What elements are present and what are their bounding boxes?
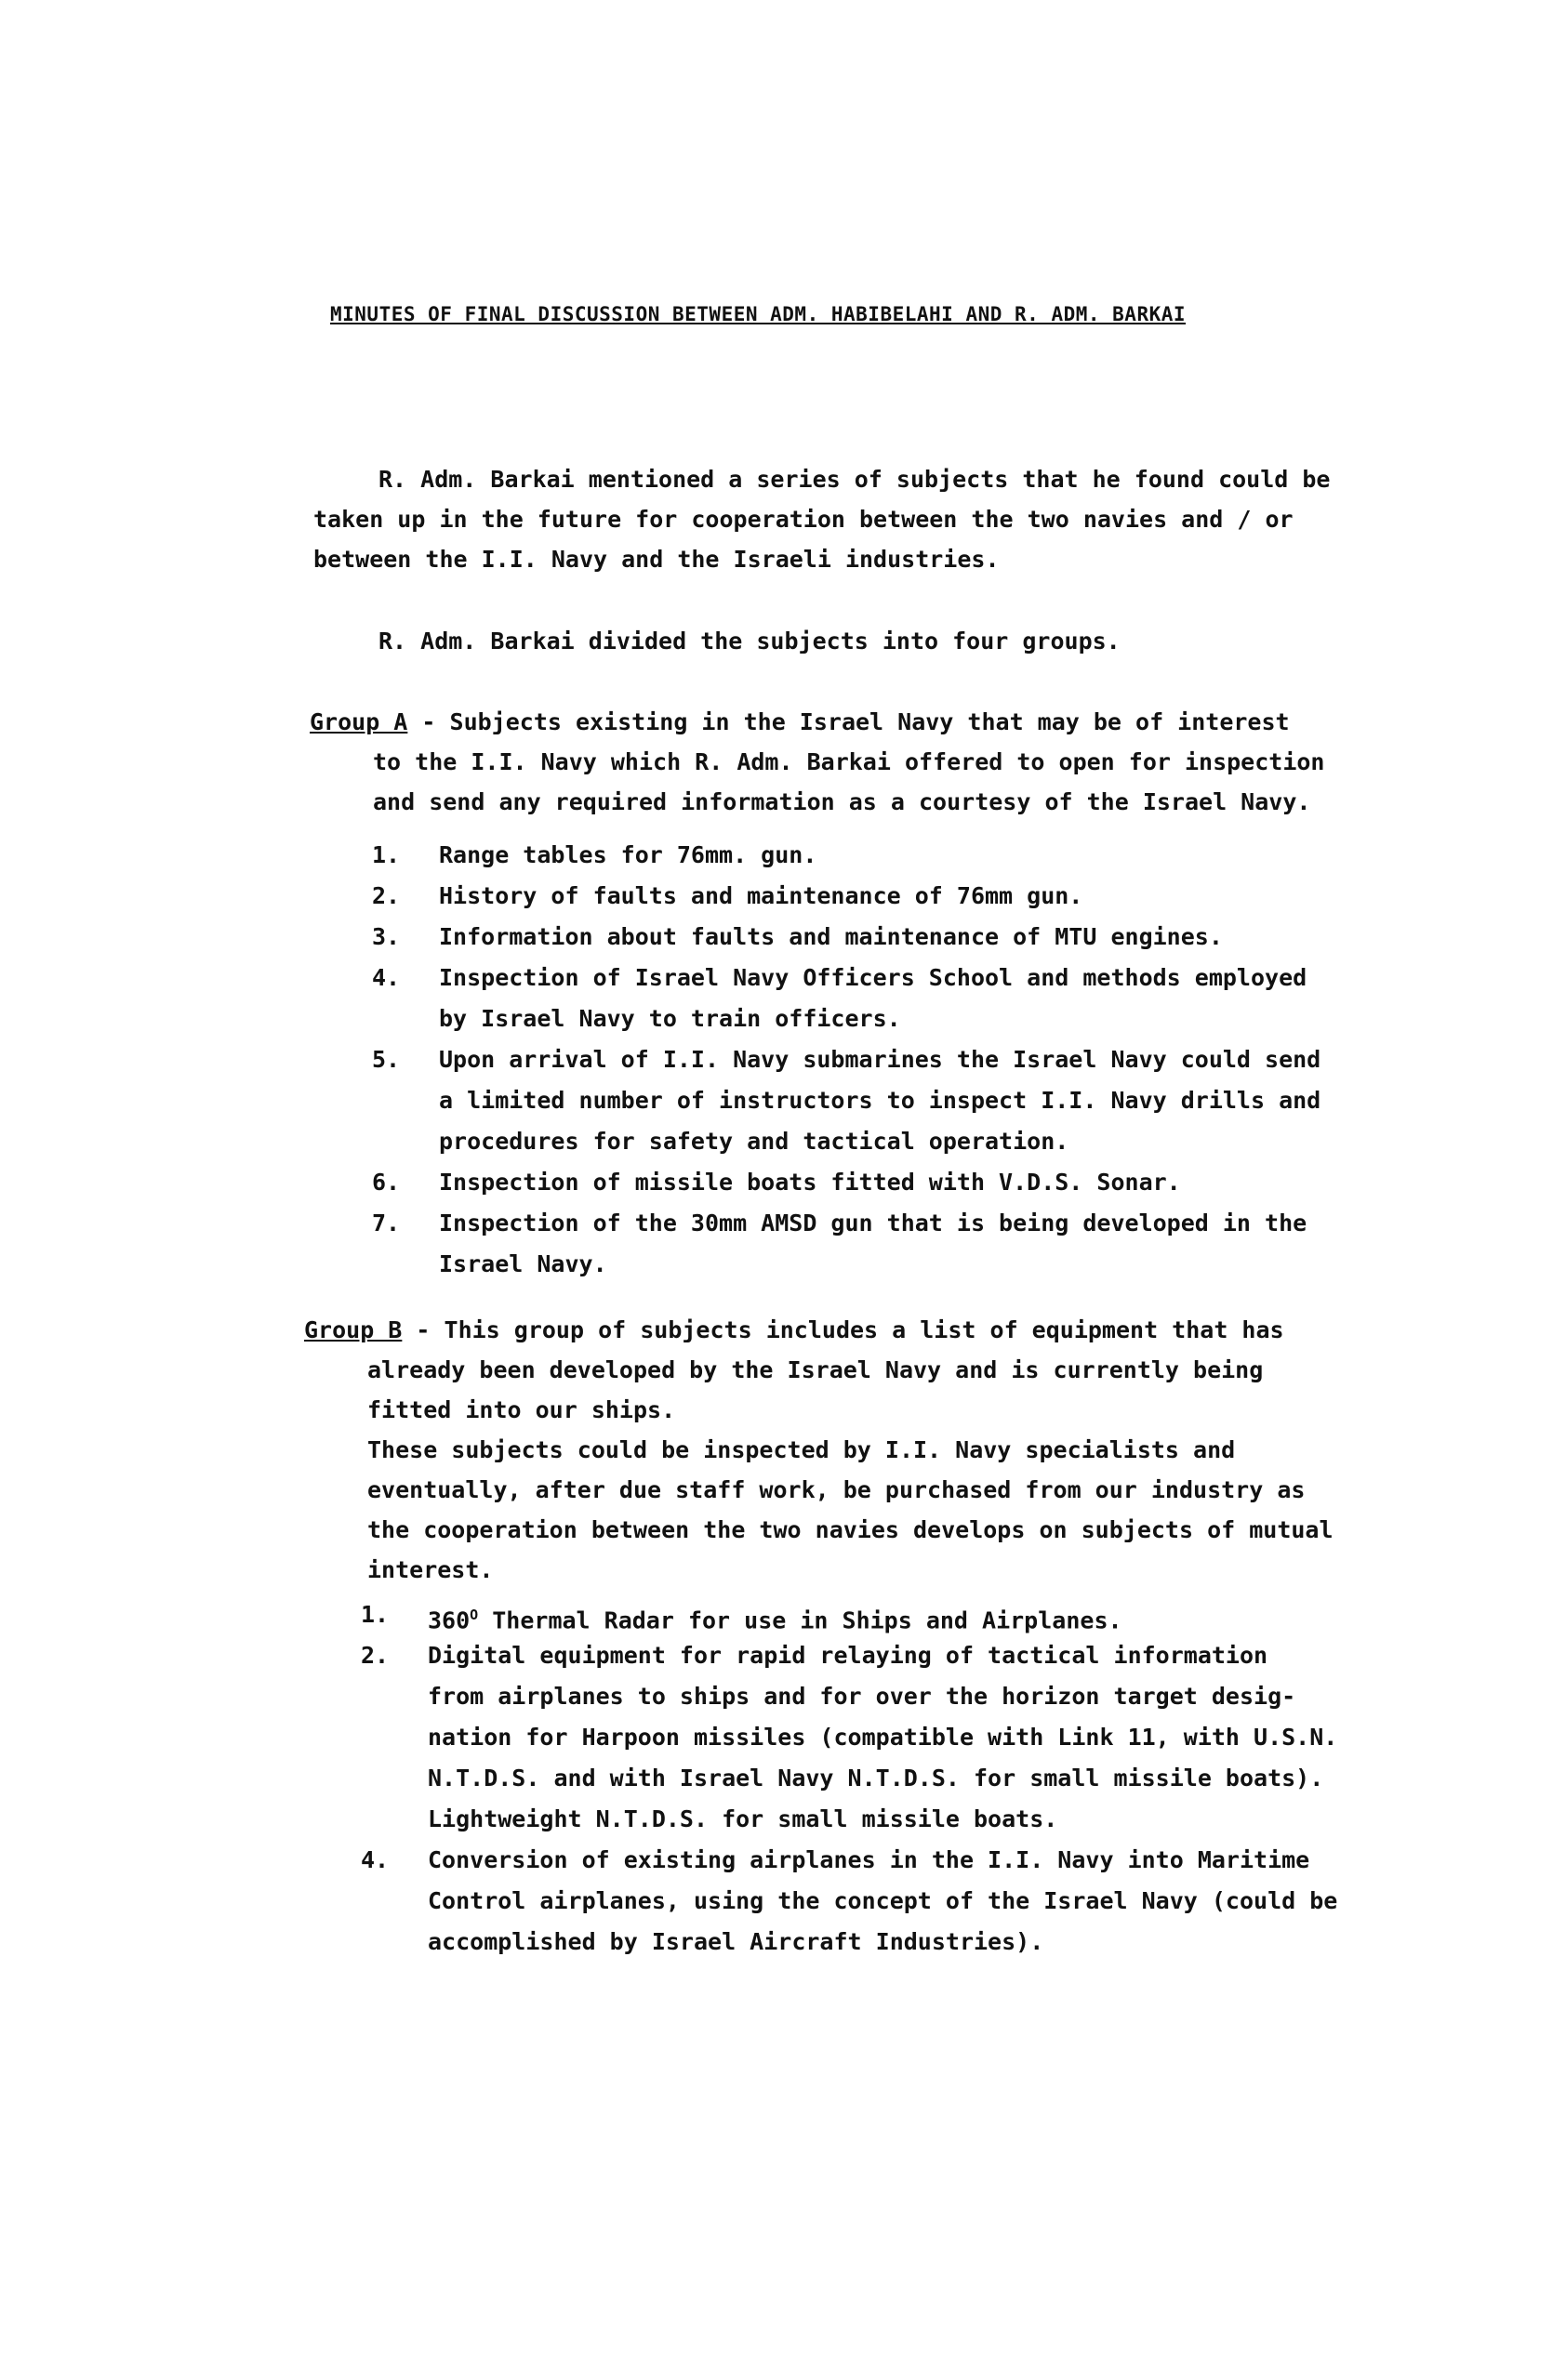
item-text: procedures for safety and tactical operation. [439,1128,1069,1155]
group-a-list [372,835,1320,1285]
group-b-cont-line: fitted into our ships. [367,1396,676,1423]
group-a-first-line: - Subjects existing in the Israel Navy that may be of interest [407,708,1290,735]
list-item [361,1840,1337,1963]
item-text: Information about faults and maintenance of MTU engines. [439,923,1223,950]
item-text: Range tables for 76mm. gun. [439,841,817,868]
item-number: 5. [372,1046,401,1073]
group-b-heading [304,1311,1334,1591]
list-item [361,1635,1337,1840]
item-text: from airplanes to ships and for over the horizon target desig- [428,1683,1296,1710]
item-number: 3. [372,923,401,950]
list-item [372,876,1320,917]
intro-paragraph [313,459,1331,579]
group-b-label: Group B [304,1316,403,1343]
group-a-cont-line: and send any required information as a courtesy of the Israel Navy. [373,788,1311,815]
list-item [372,835,1320,876]
item-text: Inspection of the 30mm AMSD gun that is being developed in the [439,1210,1307,1236]
group-a-heading [310,703,1325,823]
group-b-cont-line: already been developed by the Israel Navy and is currently being [367,1356,1264,1383]
intro-line: R. Adm. Barkai mentioned a series of subjects that he found could be [378,466,1331,493]
item-text: by Israel Navy to train officers. [439,1005,901,1032]
list-item [372,917,1320,958]
item-text: nation for Harpoon missiles (compatible with Link 11, with U.S.N. [428,1724,1338,1751]
group-b-first-line: - This group of subjects includes a list of equipment that has [402,1316,1284,1343]
item-text: Israel Navy. [439,1250,607,1277]
item-text [428,1594,1337,1635]
list-item [361,1594,1337,1635]
item-number: 1. [372,841,401,868]
item-text: Upon arrival of I.I. Navy submarines the Israel Navy could send [439,1046,1321,1073]
intro-line: taken up in the future for cooperation between the two navies and / or [313,506,1294,533]
group-b-list [361,1594,1337,1963]
item-text: Lightweight N.T.D.S. for small missile boats. [428,1805,1058,1832]
item-text: Control airplanes, using the concept of the Israel Navy (could be [428,1887,1338,1914]
item-number: 1. [361,1601,390,1628]
group-b-cont-line: the cooperation between the two navies develops on subjects of mutual [367,1516,1334,1543]
list-item [372,1203,1320,1285]
item-number: 4. [372,964,401,991]
item-text: a limited number of instructors to inspect I.I. Navy drills and [439,1087,1321,1114]
item-text: accomplished by Israel Aircraft Industries). [428,1928,1044,1955]
list-item [372,958,1320,1039]
degree-symbol: O [470,1606,479,1623]
radar-degree-value: 360 [428,1606,471,1634]
item-text: Inspection of missile boats fitted with V.D.S. Sonar. [439,1169,1181,1196]
item-number: 7. [372,1210,401,1236]
item-text: History of faults and maintenance of 76mm gun. [439,882,1083,909]
item-text: Inspection of Israel Navy Officers School and methods employed [439,964,1307,991]
item-number: 6. [372,1169,401,1196]
item-text: Conversion of existing airplanes in the I.I. Navy into Maritime [428,1846,1310,1873]
list-item [372,1039,1320,1162]
item-number: 2. [361,1642,390,1669]
item-text: N.T.D.S. and with Israel Navy N.T.D.S. for small missile boats). [428,1765,1324,1792]
groups-intro: R. Adm. Barkai divided the subjects into four groups. [378,628,1121,654]
radar-description: Thermal Radar for use in Ships and Airplanes. [478,1606,1122,1634]
group-b-cont-line: These subjects could be inspected by I.I. Navy specialists and [367,1436,1236,1463]
group-b-cont-line: eventually, after due staff work, be purchased from our industry as [367,1476,1306,1503]
item-text: Digital equipment for rapid relaying of tactical information [428,1642,1268,1669]
group-a-cont-line: to the I.I. Navy which R. Adm. Barkai offered to open for inspection [373,748,1325,775]
document-title: MINUTES OF FINAL DISCUSSION BETWEEN ADM. HABIBELAHI AND R. ADM. BARKAI [330,303,1187,325]
intro-line: between the I.I. Navy and the Israeli industries. [313,546,1000,573]
item-number: 2. [372,882,401,909]
list-item [372,1162,1320,1203]
group-a-label: Group A [310,708,408,735]
group-b-cont-line: interest. [367,1556,494,1583]
item-number: 4. [361,1846,390,1873]
